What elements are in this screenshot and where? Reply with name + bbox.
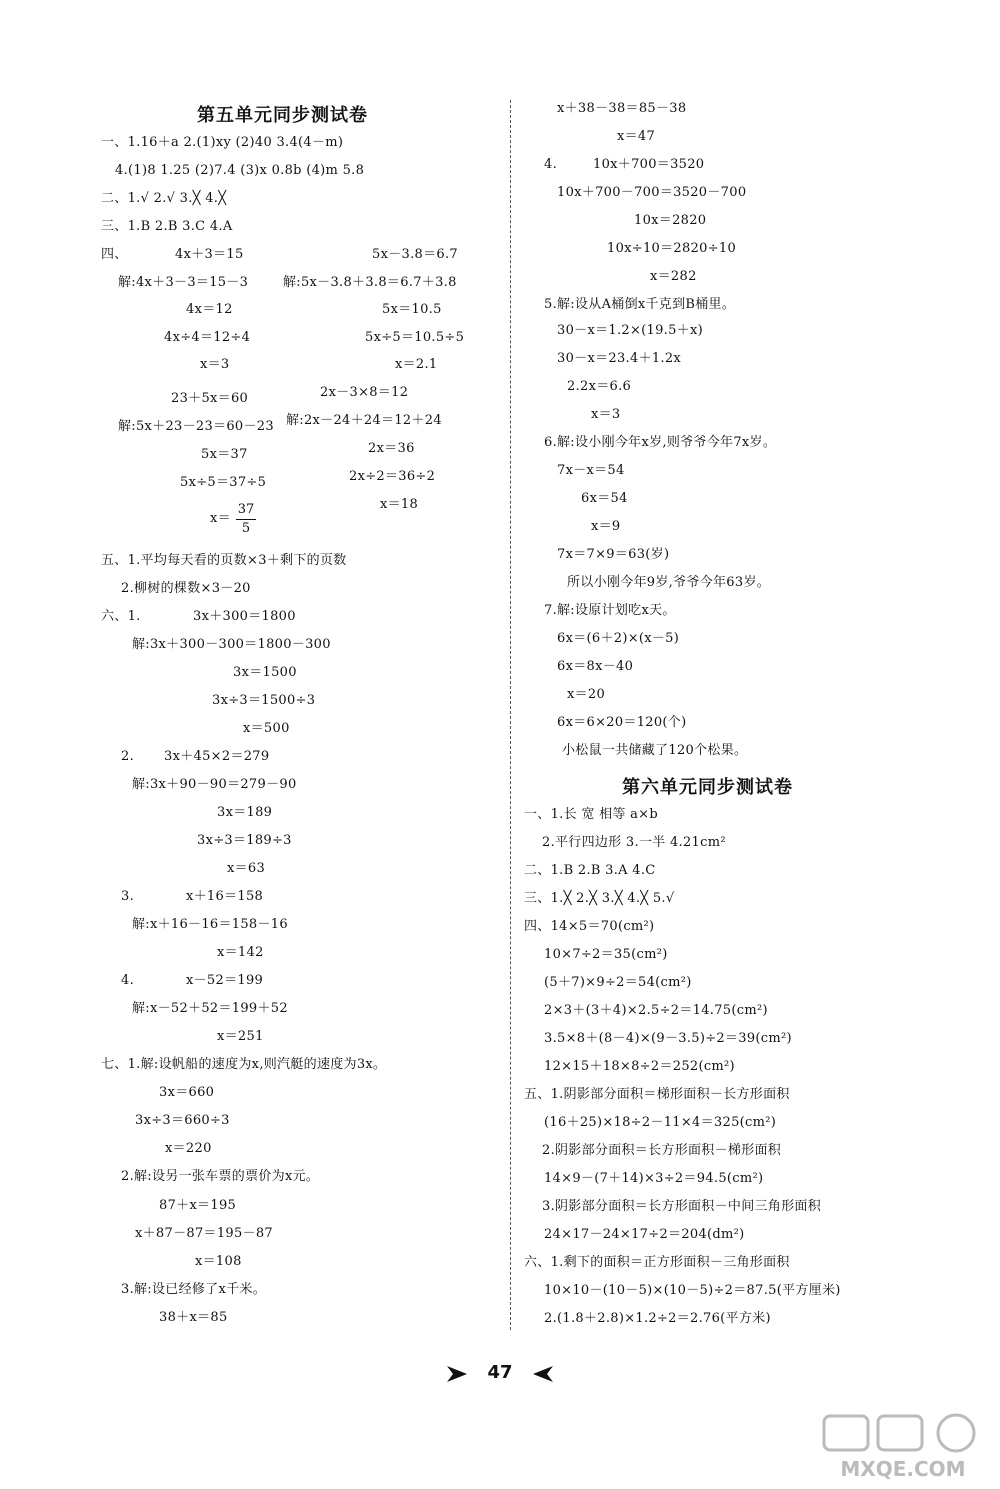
equation: x＋38－38＝85－38	[557, 101, 687, 116]
equation: 6x＝54	[581, 491, 628, 506]
answer-line: 二、1.√ 2.√ 3.╳ 4.╳	[101, 191, 227, 206]
unit5-title: 第五单元同步测试卷	[197, 105, 368, 126]
answer-line: 2.柳树的棵数×3－20	[121, 581, 251, 596]
answer-line: 三、1.╳ 2.╳ 3.╳ 4.╳ 5.√	[524, 891, 675, 906]
equation: 3x÷3＝660÷3	[135, 1113, 230, 1128]
equation: 4x＝12	[186, 302, 233, 317]
equation: 3x＝189	[217, 805, 273, 820]
fraction-numerator: 37	[237, 502, 255, 517]
answer-line: 五、1.阴影部分面积＝梯形面积－长方形面积	[524, 1087, 790, 1102]
equation: 7x－x＝54	[557, 463, 625, 478]
equation: x＋16＝158	[186, 889, 264, 904]
answer-line: 4.	[544, 157, 558, 172]
fraction	[236, 502, 256, 537]
equation: x＝220	[165, 1141, 212, 1156]
equation: 3x÷3＝189÷3	[197, 833, 292, 848]
equation: x＋87－87＝195－87	[135, 1226, 273, 1241]
equation: 2.(1.8＋2.8)×1.2÷2＝2.76(平方米)	[544, 1311, 771, 1326]
equation: x＝18	[380, 497, 419, 512]
equation: 6x＝6×20＝120(个)	[557, 715, 687, 730]
equation: 12×15＋18×8÷2＝252(cm²)	[544, 1059, 735, 1074]
equation: 10x＝2820	[634, 213, 707, 228]
answer-line: 4.	[121, 973, 135, 988]
answer-line: 六、1.	[101, 609, 141, 624]
answer-line: 5.解:设从A桶倒x千克到B桶里。	[544, 297, 736, 312]
equation: 10×7÷2＝35(cm²)	[544, 947, 668, 962]
page-footer	[0, 1362, 1000, 1384]
equation: 3x＋300＝1800	[193, 609, 296, 624]
equation: 5x＝10.5	[382, 302, 442, 317]
equation: 3x＝660	[159, 1085, 215, 1100]
equation: 6x＝(6＋2)×(x－5)	[557, 631, 680, 646]
page-number: 47	[487, 1362, 513, 1383]
answer-line: 一、1.16＋a 2.(1)xy (2)40 3.4(4－m)	[101, 135, 344, 150]
answer-line: 六、1.剩下的面积＝正方形面积－三角形面积	[524, 1255, 790, 1270]
equation: 2x－3×8＝12	[320, 385, 409, 400]
answer-line: 2.平行四边形 3.一半 4.21cm²	[542, 835, 726, 850]
answer-line: 2.阴影部分面积＝长方形面积－梯形面积	[542, 1143, 782, 1158]
answer-line: 6.解:设小刚今年x岁,则爷爷今年7x岁。	[544, 435, 777, 450]
column-divider	[510, 100, 511, 1330]
equation: 87＋x＝195	[159, 1198, 237, 1213]
watermark-text: MXQE.COM	[840, 1457, 966, 1481]
equation: x－52＝199	[186, 973, 264, 988]
answer-line: 所以小刚今年9岁,爷爷今年63岁。	[567, 575, 771, 590]
equation: 解:2x－24＋24＝12＋24	[286, 413, 442, 428]
answer-line: 2.	[121, 749, 135, 764]
equation: 5x＝37	[201, 447, 248, 462]
answer-line: 3.	[121, 889, 135, 904]
answer-line: 小松鼠一共储藏了120个松果。	[562, 743, 748, 758]
equation: x＝2.1	[395, 357, 438, 372]
equation: 10x÷10＝2820÷10	[607, 241, 737, 256]
equation: 10x＋700－700＝3520－700	[557, 185, 747, 200]
fraction-bar	[236, 519, 256, 520]
equation: x＝63	[227, 861, 266, 876]
answer-line: 五、1.平均每天看的页数×3＋剩下的页数	[101, 553, 347, 568]
equation: 3x＝1500	[233, 665, 297, 680]
equation: x＝3	[200, 357, 230, 372]
equation: 解:3x＋90－90＝279－90	[132, 777, 297, 792]
answer-line: 四、14×5＝70(cm²)	[524, 919, 655, 934]
fraction-denominator: 5	[241, 521, 251, 536]
equation: 24×17－24×17÷2＝204(dm²)	[544, 1227, 745, 1242]
right-arrow-icon	[446, 1364, 468, 1384]
equation: 3.5×8＋(8－4)×(9－3.5)÷2＝39(cm²)	[544, 1031, 792, 1046]
equation: 解:4x＋3－3＝15－3	[118, 275, 249, 290]
equation: 10x＋700＝3520	[593, 157, 705, 172]
equation: 2.2x＝6.6	[567, 379, 632, 394]
equation: x＝20	[567, 687, 606, 702]
answer-line: 7.解:设原计划吃x天。	[544, 603, 676, 618]
unit6-title: 第六单元同步测试卷	[622, 777, 793, 798]
equation: x＝142	[217, 945, 264, 960]
answer-line: 七、1.解:设帆船的速度为x,则汽艇的速度为3x。	[101, 1057, 387, 1072]
answer-line: 二、1.B 2.B 3.A 4.C	[524, 863, 656, 878]
answer-line: 3.阴影部分面积＝长方形面积－中间三角形面积	[542, 1199, 822, 1214]
answer-line: 一、1.长 宽 相等 a×b	[524, 807, 658, 822]
equation: 6x＝8x－40	[557, 659, 634, 674]
equation: 2×3＋(3＋4)×2.5÷2＝14.75(cm²)	[544, 1003, 768, 1018]
answer-line: 四、	[101, 247, 128, 262]
answer-line: 4.(1)8 1.25 (2)7.4 (3)x 0.8b (4)m 5.8	[115, 163, 365, 178]
equation: 2x÷2＝36÷2	[349, 469, 436, 484]
equation: 解:3x＋300－300＝1800－300	[132, 637, 331, 652]
equation: x＝500	[243, 721, 290, 736]
equation: 4x÷4＝12÷4	[164, 330, 251, 345]
equation: 14×9－(7＋14)×3÷2＝94.5(cm²)	[544, 1171, 764, 1186]
equation: 解:5x－3.8＋3.8＝6.7＋3.8	[283, 275, 457, 290]
left-arrow-icon	[532, 1364, 554, 1384]
equation: x＝3	[591, 407, 621, 422]
equation: 解:5x＋23－23＝60－23	[118, 419, 274, 434]
answer-line: 3.解:设已经修了x千米。	[121, 1282, 267, 1297]
equation: 5x－3.8＝6.7	[372, 247, 458, 262]
equation: 解:x＋16－16＝158－16	[132, 917, 288, 932]
equation: 10×10－(10－5)×(10－5)÷2＝87.5(平方厘米)	[544, 1283, 841, 1298]
answer-line: 三、1.B 2.B 3.C 4.A	[101, 219, 233, 234]
equation: x＝251	[217, 1029, 264, 1044]
equation: 30－x＝1.2×(19.5＋x)	[557, 323, 703, 338]
equation: (16＋25)×18÷2－11×4＝325(cm²)	[544, 1115, 777, 1130]
equation: 30－x＝23.4＋1.2x	[557, 351, 682, 366]
equation: 3x＋45×2＝279	[164, 749, 270, 764]
equation: 38＋x＝85	[159, 1310, 228, 1325]
equation: 4x＋3＝15	[175, 247, 244, 262]
equation: x＝	[210, 511, 231, 526]
equation: x＝282	[650, 269, 697, 284]
equation: x＝47	[617, 129, 656, 144]
equation: 23＋5x＝60	[171, 391, 249, 406]
equation: 解:x－52＋52＝199＋52	[132, 1001, 288, 1016]
equation: x＝108	[195, 1254, 242, 1269]
equation: (5＋7)×9÷2＝54(cm²)	[544, 975, 692, 990]
equation: 5x÷5＝37÷5	[180, 475, 267, 490]
watermark-logo	[818, 1412, 988, 1482]
answer-line: 2.解:设另一张车票的票价为x元。	[121, 1169, 320, 1184]
equation: 5x÷5＝10.5÷5	[365, 330, 465, 345]
equation: x＝9	[591, 519, 621, 534]
equation: 2x＝36	[368, 441, 415, 456]
equation: 3x÷3＝1500÷3	[212, 693, 316, 708]
equation: 7x＝7×9＝63(岁)	[557, 547, 670, 562]
